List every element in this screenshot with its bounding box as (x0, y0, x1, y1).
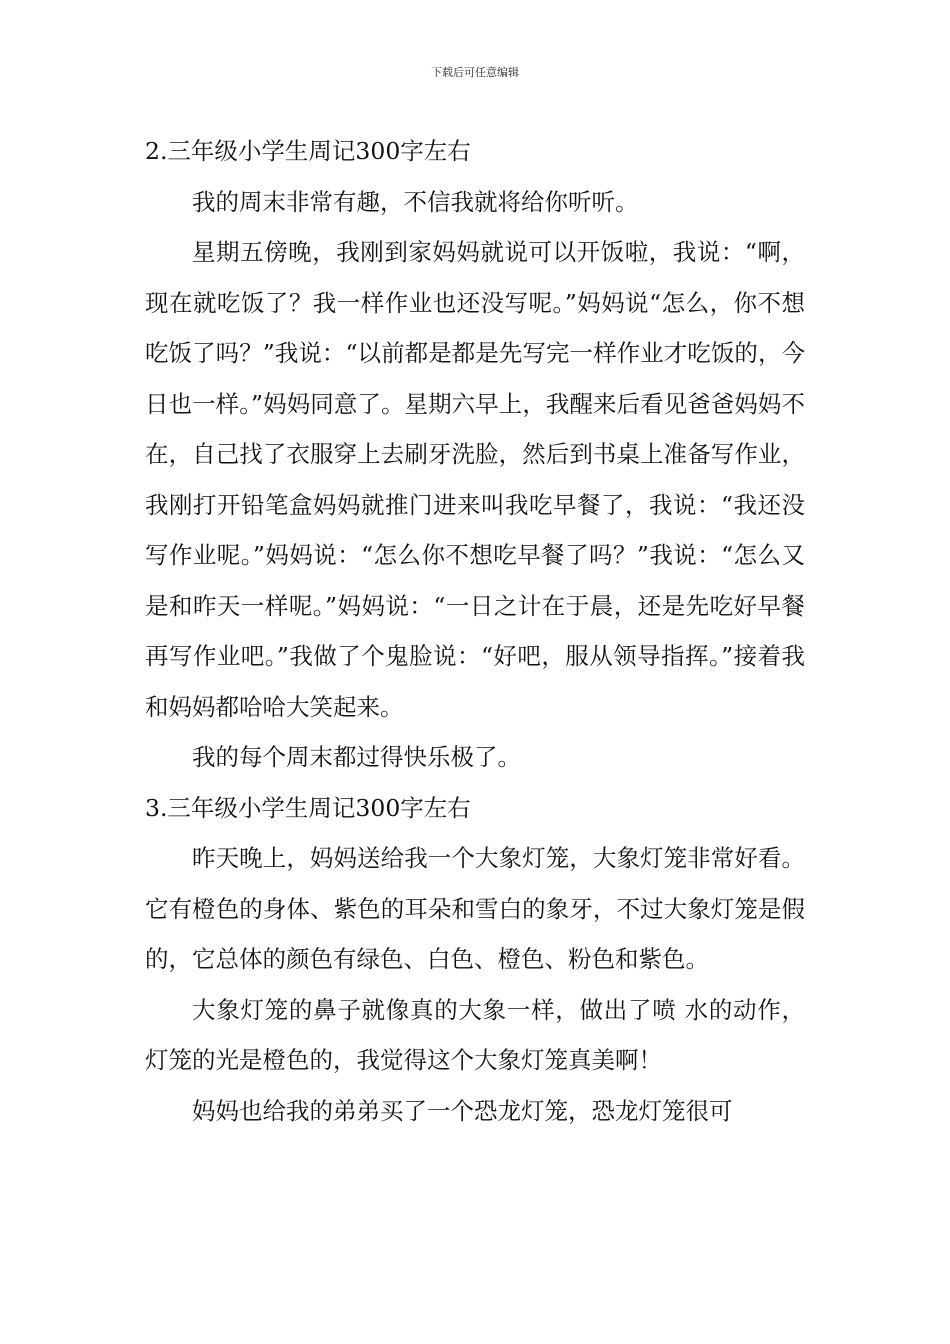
paragraph: 昨天晚上，妈妈送给我一个大象灯笼，大象灯笼非常好看。它有橙色的身体、紫色的耳朵和雪白的象牙，不过大象灯笼是假的，它总体的颜色有绿色、白色、橙色、粉色和紫色。 (145, 844, 805, 973)
section-journal-2 (145, 126, 805, 783)
section-heading: 2.三年级小学生周记300字左右 (145, 137, 471, 165)
paragraph: 我的周末非常有趣，不信我就将给你听听。 (192, 187, 639, 216)
paragraph: 大象灯笼的鼻子就像真的大象一样，做出了喷 水的动作，灯笼的光是橙色的，我觉得这个大象灯笼真美啊！ (145, 995, 805, 1074)
section-heading: 3.三年级小学生周记300字左右 (145, 793, 471, 822)
page-header-note: 下载后可任意编辑 (431, 66, 519, 79)
document-body (145, 126, 805, 1136)
section-journal-3 (145, 783, 805, 1137)
paragraph: 妈妈也给我的弟弟买了一个恐龙灯笼，恐龙灯笼很可 (192, 1096, 733, 1125)
paragraph: 我的每个周末都过得快乐极了。 (192, 743, 521, 771)
paragraph: 星期五傍晚，我刚到家妈妈就说可以开饭啦，我说：“啊，现在就吃饭了？我一样作业也还没写呢。”妈妈说“怎么，你不想吃饭了吗？”我说：“以前都是都是先写完一样作业才吃饭的，今日也一样。”妈妈同意了。星期六早上，我醒来后看见爸爸妈妈不在，自己找了衣服穿上去刷牙洗脸，然后到书桌上准备写作业，我刚打开铅笔盒妈妈就推门进来叫我吃早餐了，我说：“我还没写作业呢。”妈妈说：“怎么你不想吃早餐了吗？”我说：“怎么又是和昨天一样呢。”妈妈说：“一日之计在于晨，还是先吃好早餐再写作业吧。”我做了个鬼脸说：“好吧，服从领导指挥。”接着我和妈妈都哈哈大笑起来。 (145, 238, 805, 721)
